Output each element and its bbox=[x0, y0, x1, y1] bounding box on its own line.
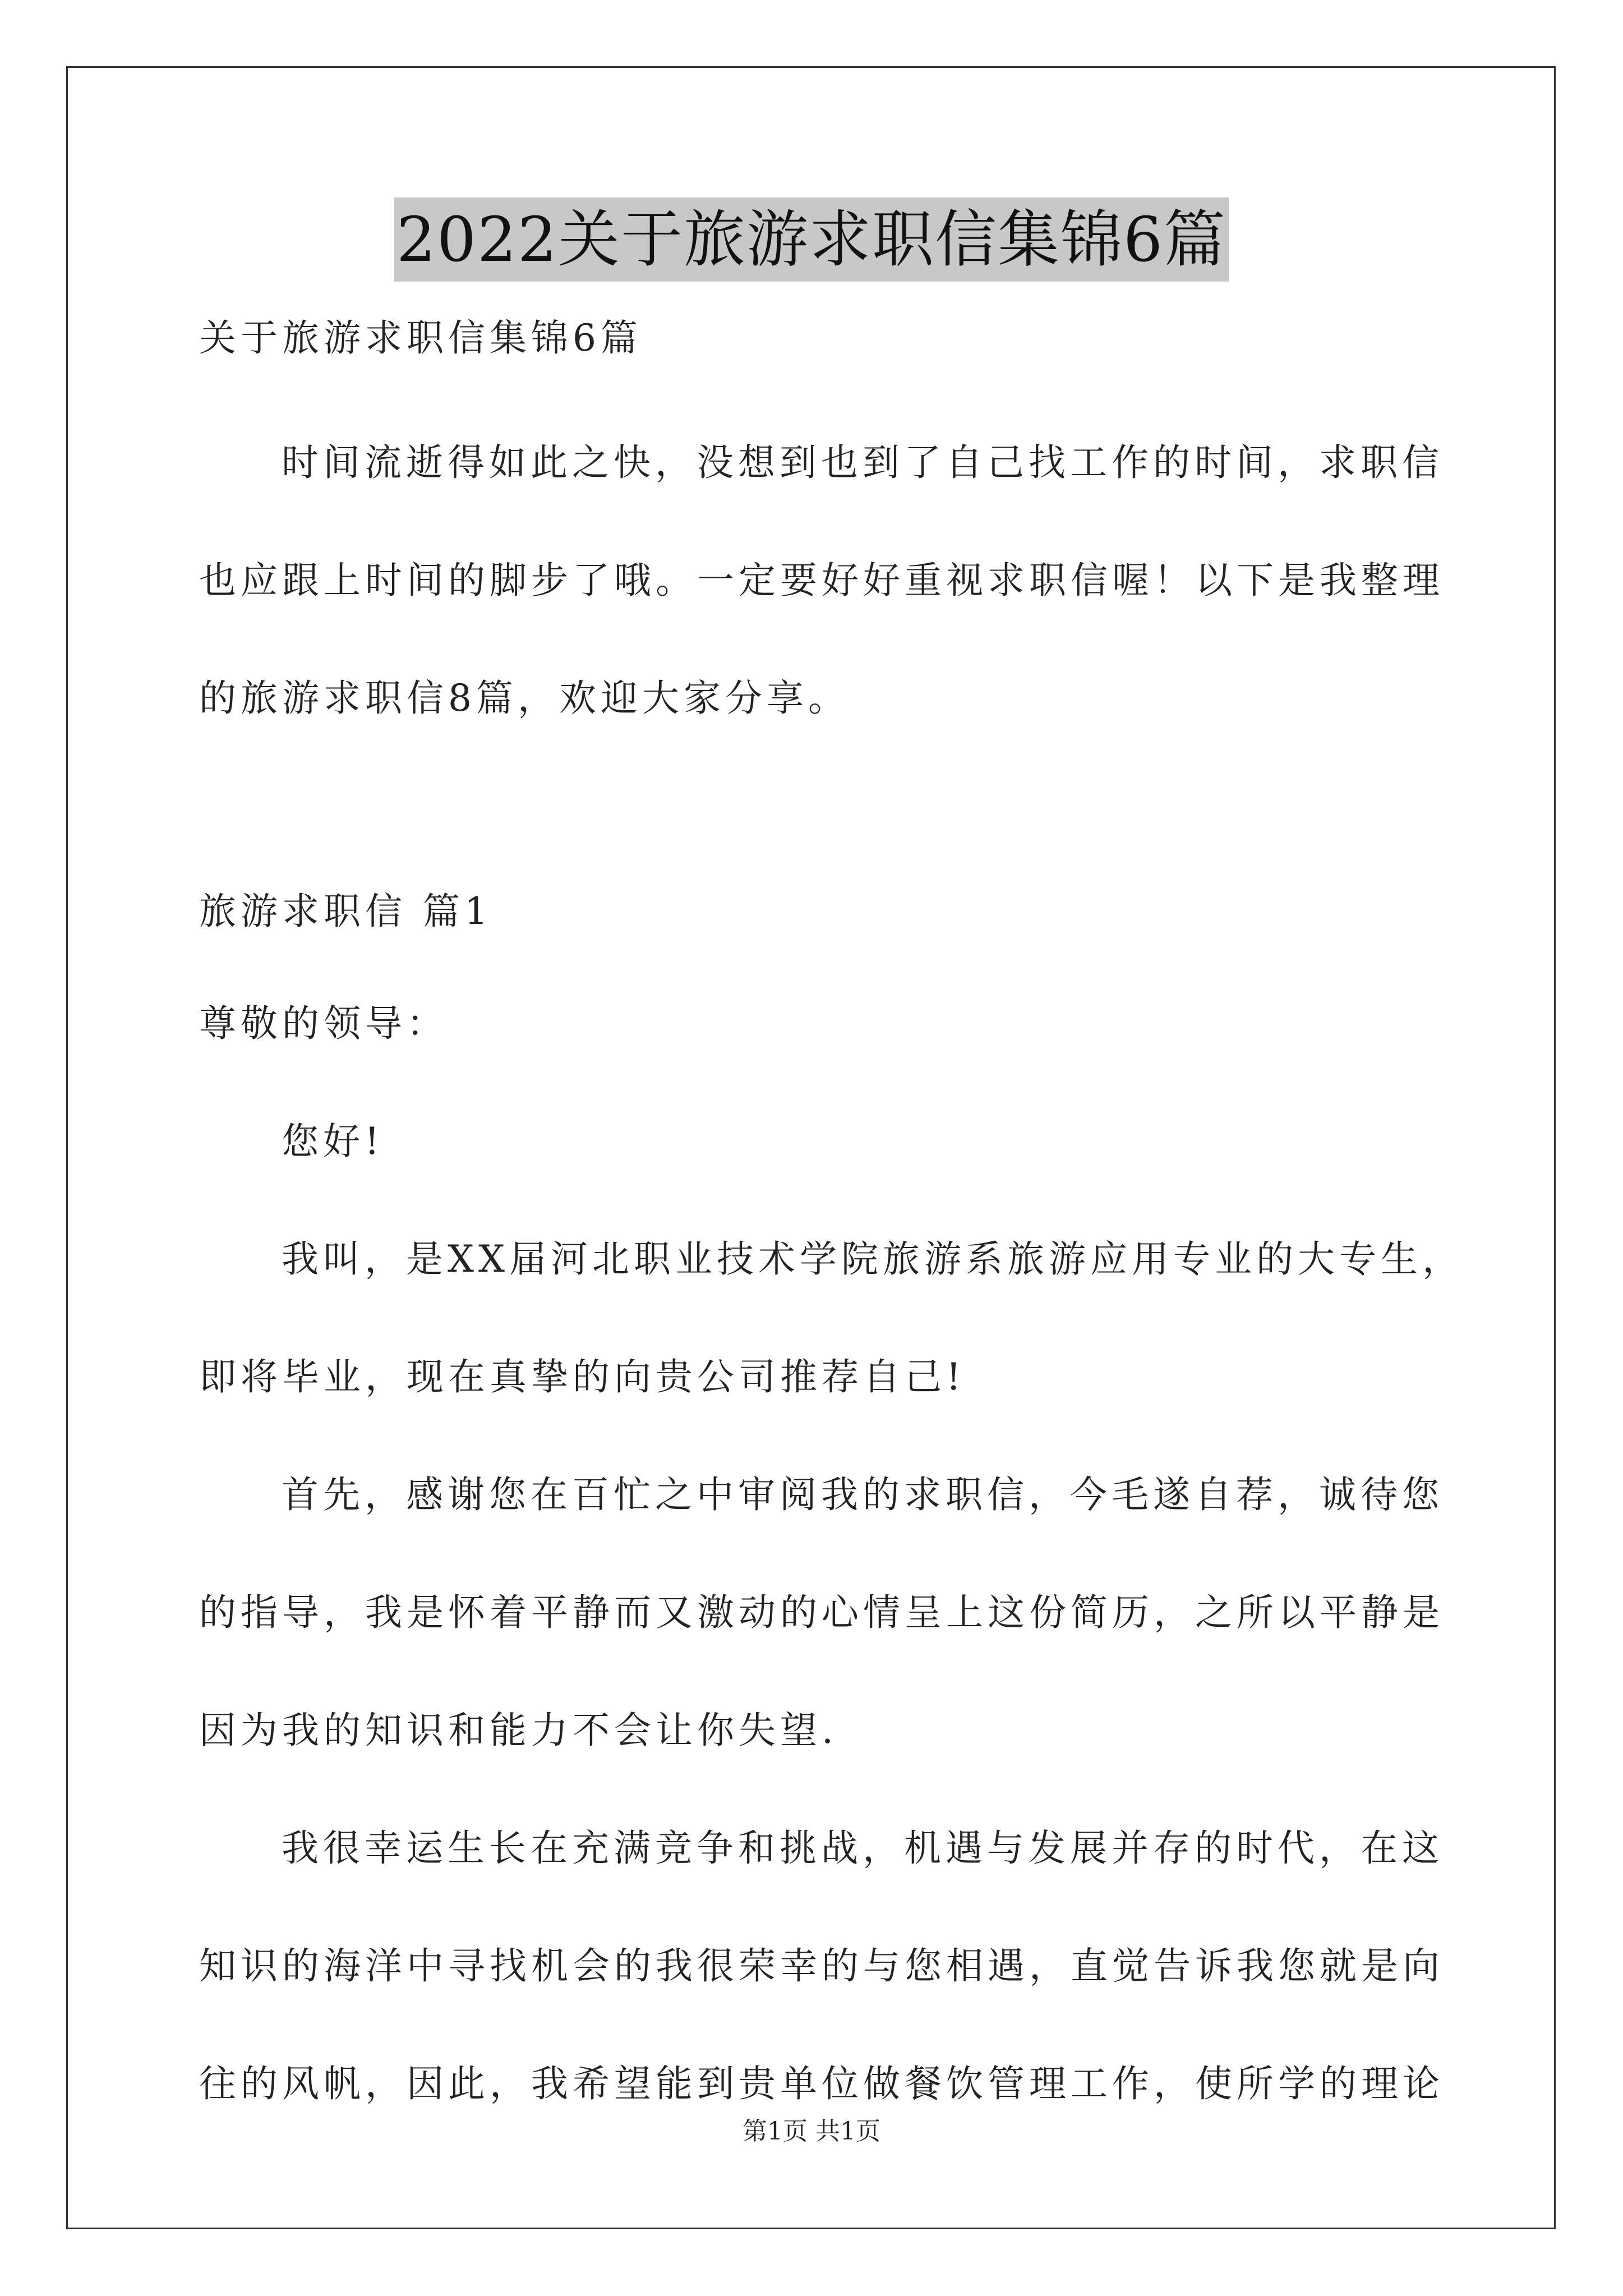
para1-line-2: 即将毕业，现在真挚的向贵公司推荐自己! bbox=[199, 1355, 966, 1398]
para2-line-2: 的指导，我是怀着平静而又激动的心情呈上这份简历，之所以平静是 bbox=[199, 1591, 1444, 1634]
subtitle: 关于旅游求职信集锦6篇 bbox=[199, 316, 642, 360]
salutation: 尊敬的领导： bbox=[199, 1002, 448, 1045]
para3-line-1: 我很幸运生长在充满竞争和挑战，机遇与发展并存的时代，在这 bbox=[282, 1826, 1444, 1870]
title-container bbox=[0, 197, 1623, 282]
document-title: 2022关于旅游求职信集锦6篇 bbox=[394, 197, 1229, 282]
page-footer: 第1页 共1页 bbox=[743, 2117, 880, 2146]
para2-line-3: 因为我的知识和能力不会让你失望. bbox=[199, 1709, 838, 1752]
para2-line-1: 首先，感谢您在百忙之中审阅我的求职信，今毛遂自荐，诚待您 bbox=[282, 1473, 1444, 1516]
greeting: 您好! bbox=[282, 1120, 384, 1163]
para3-line-3: 往的风帆，因此，我希望能到贵单位做餐饮管理工作，使所学的理论 bbox=[199, 2062, 1444, 2105]
intro-line-3: 的旅游求职信8篇，欢迎大家分享。 bbox=[199, 677, 850, 720]
section-heading: 旅游求职信 篇1 bbox=[199, 890, 492, 933]
para3-line-2: 知识的海洋中寻找机会的我很荣幸的与您相遇，直觉告诉我您就是向 bbox=[199, 1944, 1444, 1987]
para1-line-1: 我叫，是XX届河北职业技术学院旅游系旅游应用专业的大专生， bbox=[282, 1237, 1464, 1281]
intro-line-1: 时间流逝得如此之快，没想到也到了自己找工作的时间，求职信 bbox=[282, 441, 1444, 484]
intro-line-2: 也应跟上时间的脚步了哦。一定要好好重视求职信喔！以下是我整理 bbox=[199, 559, 1444, 602]
